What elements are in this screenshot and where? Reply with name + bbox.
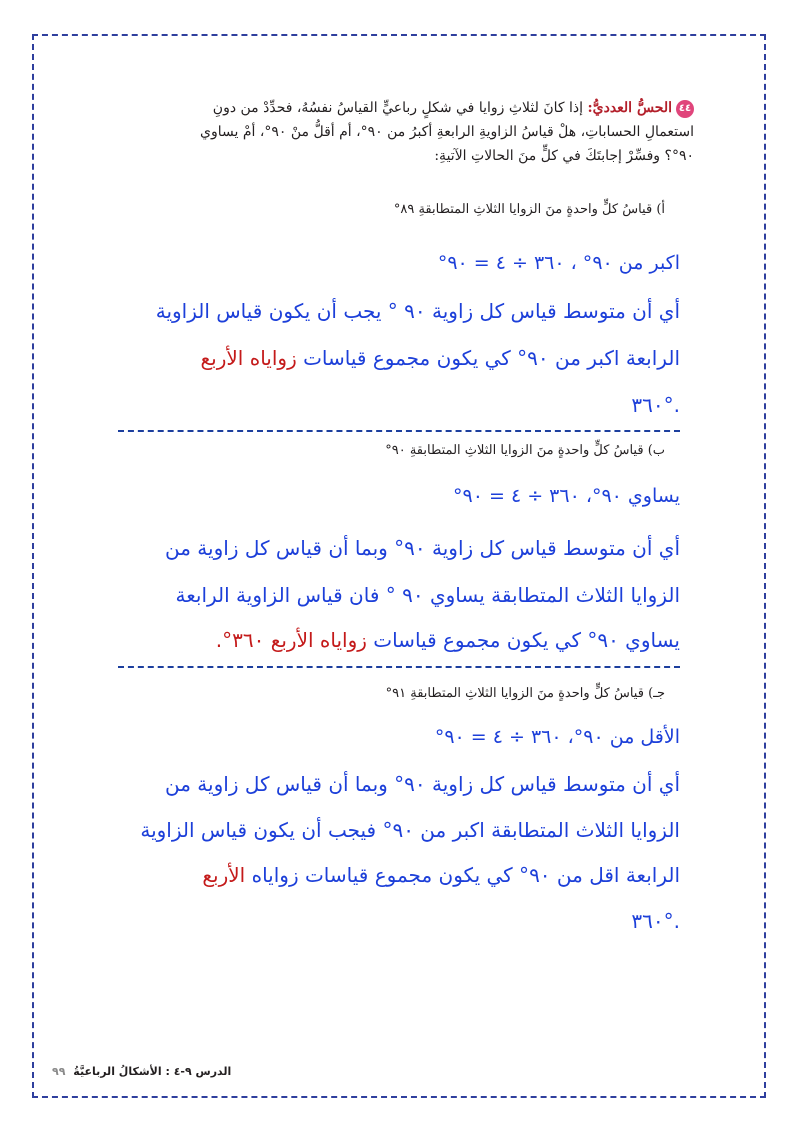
part-b-line-1: أي أن متوسط قياس كل زاوية ٩٠° وبما أن قياس كل زاوية من xyxy=(165,536,680,560)
part-c-line-1: أي أن متوسط قياس كل زاوية ٩٠° وبما أن قياس كل زاوية من xyxy=(165,772,680,796)
question-number-badge: ٤٤ xyxy=(676,100,694,118)
question-line-1 xyxy=(114,96,694,120)
part-c-line-3 xyxy=(202,860,680,890)
part-c-line-3-highlight: الأربع xyxy=(202,863,246,887)
part-b-equation: يساوي ٩٠°، ٣٦٠ ÷ ٤ = ٩٠° xyxy=(453,485,680,507)
part-b-prompt: ب) قياسُ كلٍّ واحدةٍ منَ الزوايا الثلاثِ المتطابقةِ ٩٠° xyxy=(385,443,665,458)
part-b-line-3-highlight: زواياه الأربع ٣٦٠°. xyxy=(215,628,367,652)
question-text-1: إذا كانَ لثلاثِ زوايا في شكلٍ رباعيٍّ القياسُ نفسُهُ، فحدِّدْ من دونِ xyxy=(212,100,583,116)
part-a-line-2 xyxy=(201,343,680,373)
part-a-line-2-highlight: زواياه الأربع xyxy=(200,346,297,370)
lesson-label: الدرس ٩-٤ : الأشكالُ الرباعيَّةُ xyxy=(73,1065,232,1078)
question-block xyxy=(114,96,694,168)
page-footer xyxy=(52,1065,231,1078)
separator-2 xyxy=(118,666,680,668)
part-a-line-3: ٣٦٠°. xyxy=(631,393,680,417)
page-border xyxy=(32,34,766,1098)
page-number: ٩٩ xyxy=(52,1065,66,1078)
question-line-2: استعمالِ الحساباتِ، هلْ قياسُ الزاويةِ الرابعةِ أكبرُ من ٩٠°، أم أقلُّ منْ ٩٠°، أمْ يساوي xyxy=(200,124,694,140)
separator-1 xyxy=(118,430,680,432)
part-c-line-2: الزوايا الثلاث المتطابقة اكبر من ٩٠° فيجب أن يكون قياس الزاوية xyxy=(140,818,680,842)
part-b-line-3 xyxy=(216,625,680,655)
question-line-3: ٩٠°؟ وفسِّرْ إجابتَكَ في كلٍّ منَ الحالاتِ الآتيةِ: xyxy=(434,148,694,164)
part-c-line-3-text: الرابعة اقل من ٩٠° كي يكون مجموع قياسات زواياه xyxy=(245,863,680,887)
part-b-line-2: الزوايا الثلاث المتطابقة يساوي ٩٠ ° فان قياس الزاوية الرابعة xyxy=(175,583,680,607)
question-title: الحسُّ العدديُّ: xyxy=(587,100,672,116)
part-a-line-2-text: الرابعة اكبر من ٩٠° كي يكون مجموع قياسات xyxy=(296,346,680,370)
part-c-equation: الأقل من ٩٠°، ٣٦٠ ÷ ٤ = ٩٠° xyxy=(434,726,680,748)
part-a-line-1: أي أن متوسط قياس كل زاوية ٩٠ ° يجب أن يكون قياس الزاوية xyxy=(155,299,680,323)
part-a-equation: اكبر من ٩٠° ، ٣٦٠ ÷ ٤ = ٩٠° xyxy=(437,252,680,274)
part-c-line-4: ٣٦٠°. xyxy=(631,909,680,933)
part-b-line-3-text: يساوي ٩٠° كي يكون مجموع قياسات xyxy=(366,628,680,652)
part-a-prompt: أ) قياسُ كلٍّ واحدةٍ منَ الزوايا الثلاثِ المتطابقةِ ٨٩° xyxy=(393,202,665,217)
part-c-prompt: جـ) قياسُ كلٍّ واحدةٍ منَ الزوايا الثلاثِ المتطابقةِ ٩١° xyxy=(385,686,665,701)
